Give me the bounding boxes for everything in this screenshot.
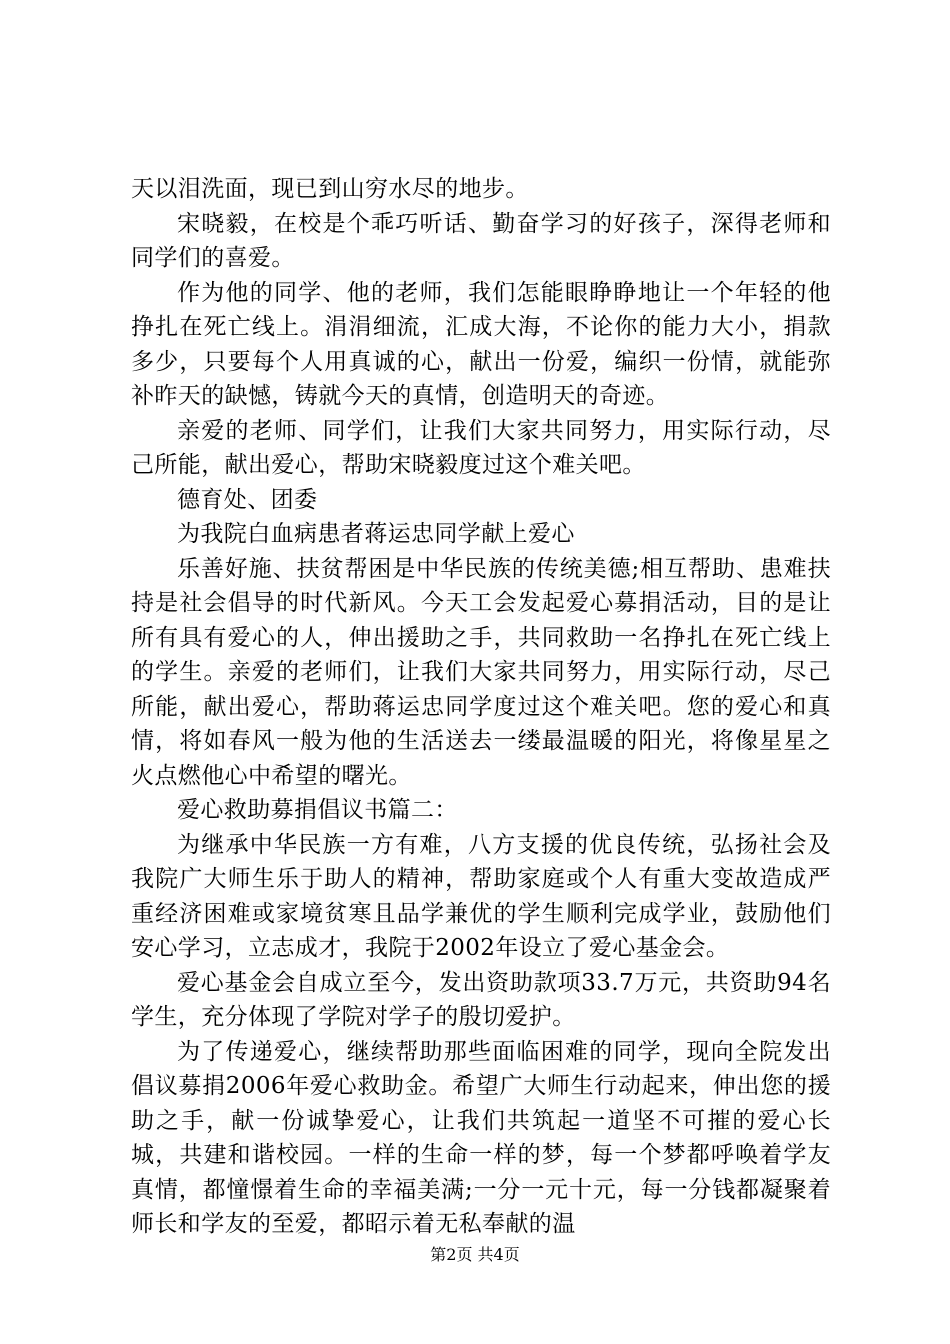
section-heading-jiang: 为我院白血病患者蒋运忠同学献上爱心 bbox=[177, 521, 575, 547]
paragraph-foundation-intro: 为继承中华民族一方有难，八方支援的优良传统，弘扬社会及我院广大师生乐于助人的精神，帮助家庭或个人有重大变故造成严重经济困难或家境贫寒且品学兼优的学生顺利完成学业，鼓励他们安心学习，立志成才，我院于2002年设立了爱心基金会。 bbox=[131, 831, 831, 961]
page-number: 第2页 共4页 bbox=[430, 1245, 520, 1264]
paragraph-donation-call: 为了传递爱心，继续帮助那些面临困难的同学，现向全院发出倡议募捐2006年爱心救助金。希望广大师生行动起来，伸出您的援助之手，献一份诚挚爱心，让我们共筑起一道坚不可摧的爱心长城，共建和谐校园。一样的生命一样的梦，每一个梦都呼唤着学友真情，都憧憬着生命的幸福美满;一分一元十元，每一分钱都凝聚着师长和学友的至爱，都昭示着无私奉献的温 bbox=[131, 1038, 831, 1237]
paragraph-continuation: 天以泪洗面，现已到山穷水尽的地步。 bbox=[131, 176, 529, 202]
signature-line: 德育处、团委 bbox=[177, 486, 318, 513]
paragraph-foundation-stats: 爱心基金会自成立至今，发出资助款项33.7万元，共资助94名学生，充分体现了学院对学子的殷切爱护。 bbox=[131, 969, 831, 1030]
paragraph-appeal: 作为他的同学、他的老师，我们怎能眼睁睁地让一个年轻的他挣扎在死亡线上。涓涓细流，汇成大海，不论你的能力大小，捐款多少，只要每个人用真诚的心，献出一份爱，编织一份情，就能弥补昨天的缺憾，铸就今天的真情，创造明天的奇迹。 bbox=[131, 279, 831, 409]
document-body bbox=[131, 172, 831, 1242]
paragraph-union-appeal: 乐善好施、扶贫帮困是中华民族的传统美德;相互帮助、患难扶持是社会倡导的时代新风。今天工会发起爱心募捐活动，目的是让所有具有爱心的人，伸出援助之手，共同救助一名挣扎在死亡线上的学生。亲爱的老师们，让我们大家共同努力，用实际行动，尽己所能，献出爱心，帮助蒋运忠同学度过这个难关吧。您的爱心和真情，将如春风一般为他的生活送去一缕最温暖的阳光，将像星星之火点燃他心中希望的曙光。 bbox=[131, 555, 831, 789]
section-heading-part-two: 爱心救助募捐倡议书篇二： bbox=[177, 797, 458, 823]
paragraph-student-description: 宋晓毅，在校是个乖巧听话、勤奋学习的好孩子，深得老师和同学们的喜爱。 bbox=[131, 210, 831, 271]
paragraph-call-to-action: 亲爱的老师、同学们，让我们大家共同努力，用实际行动，尽己所能，献出爱心，帮助宋晓毅度过这个难关吧。 bbox=[131, 417, 831, 478]
page-footer bbox=[0, 1245, 950, 1265]
